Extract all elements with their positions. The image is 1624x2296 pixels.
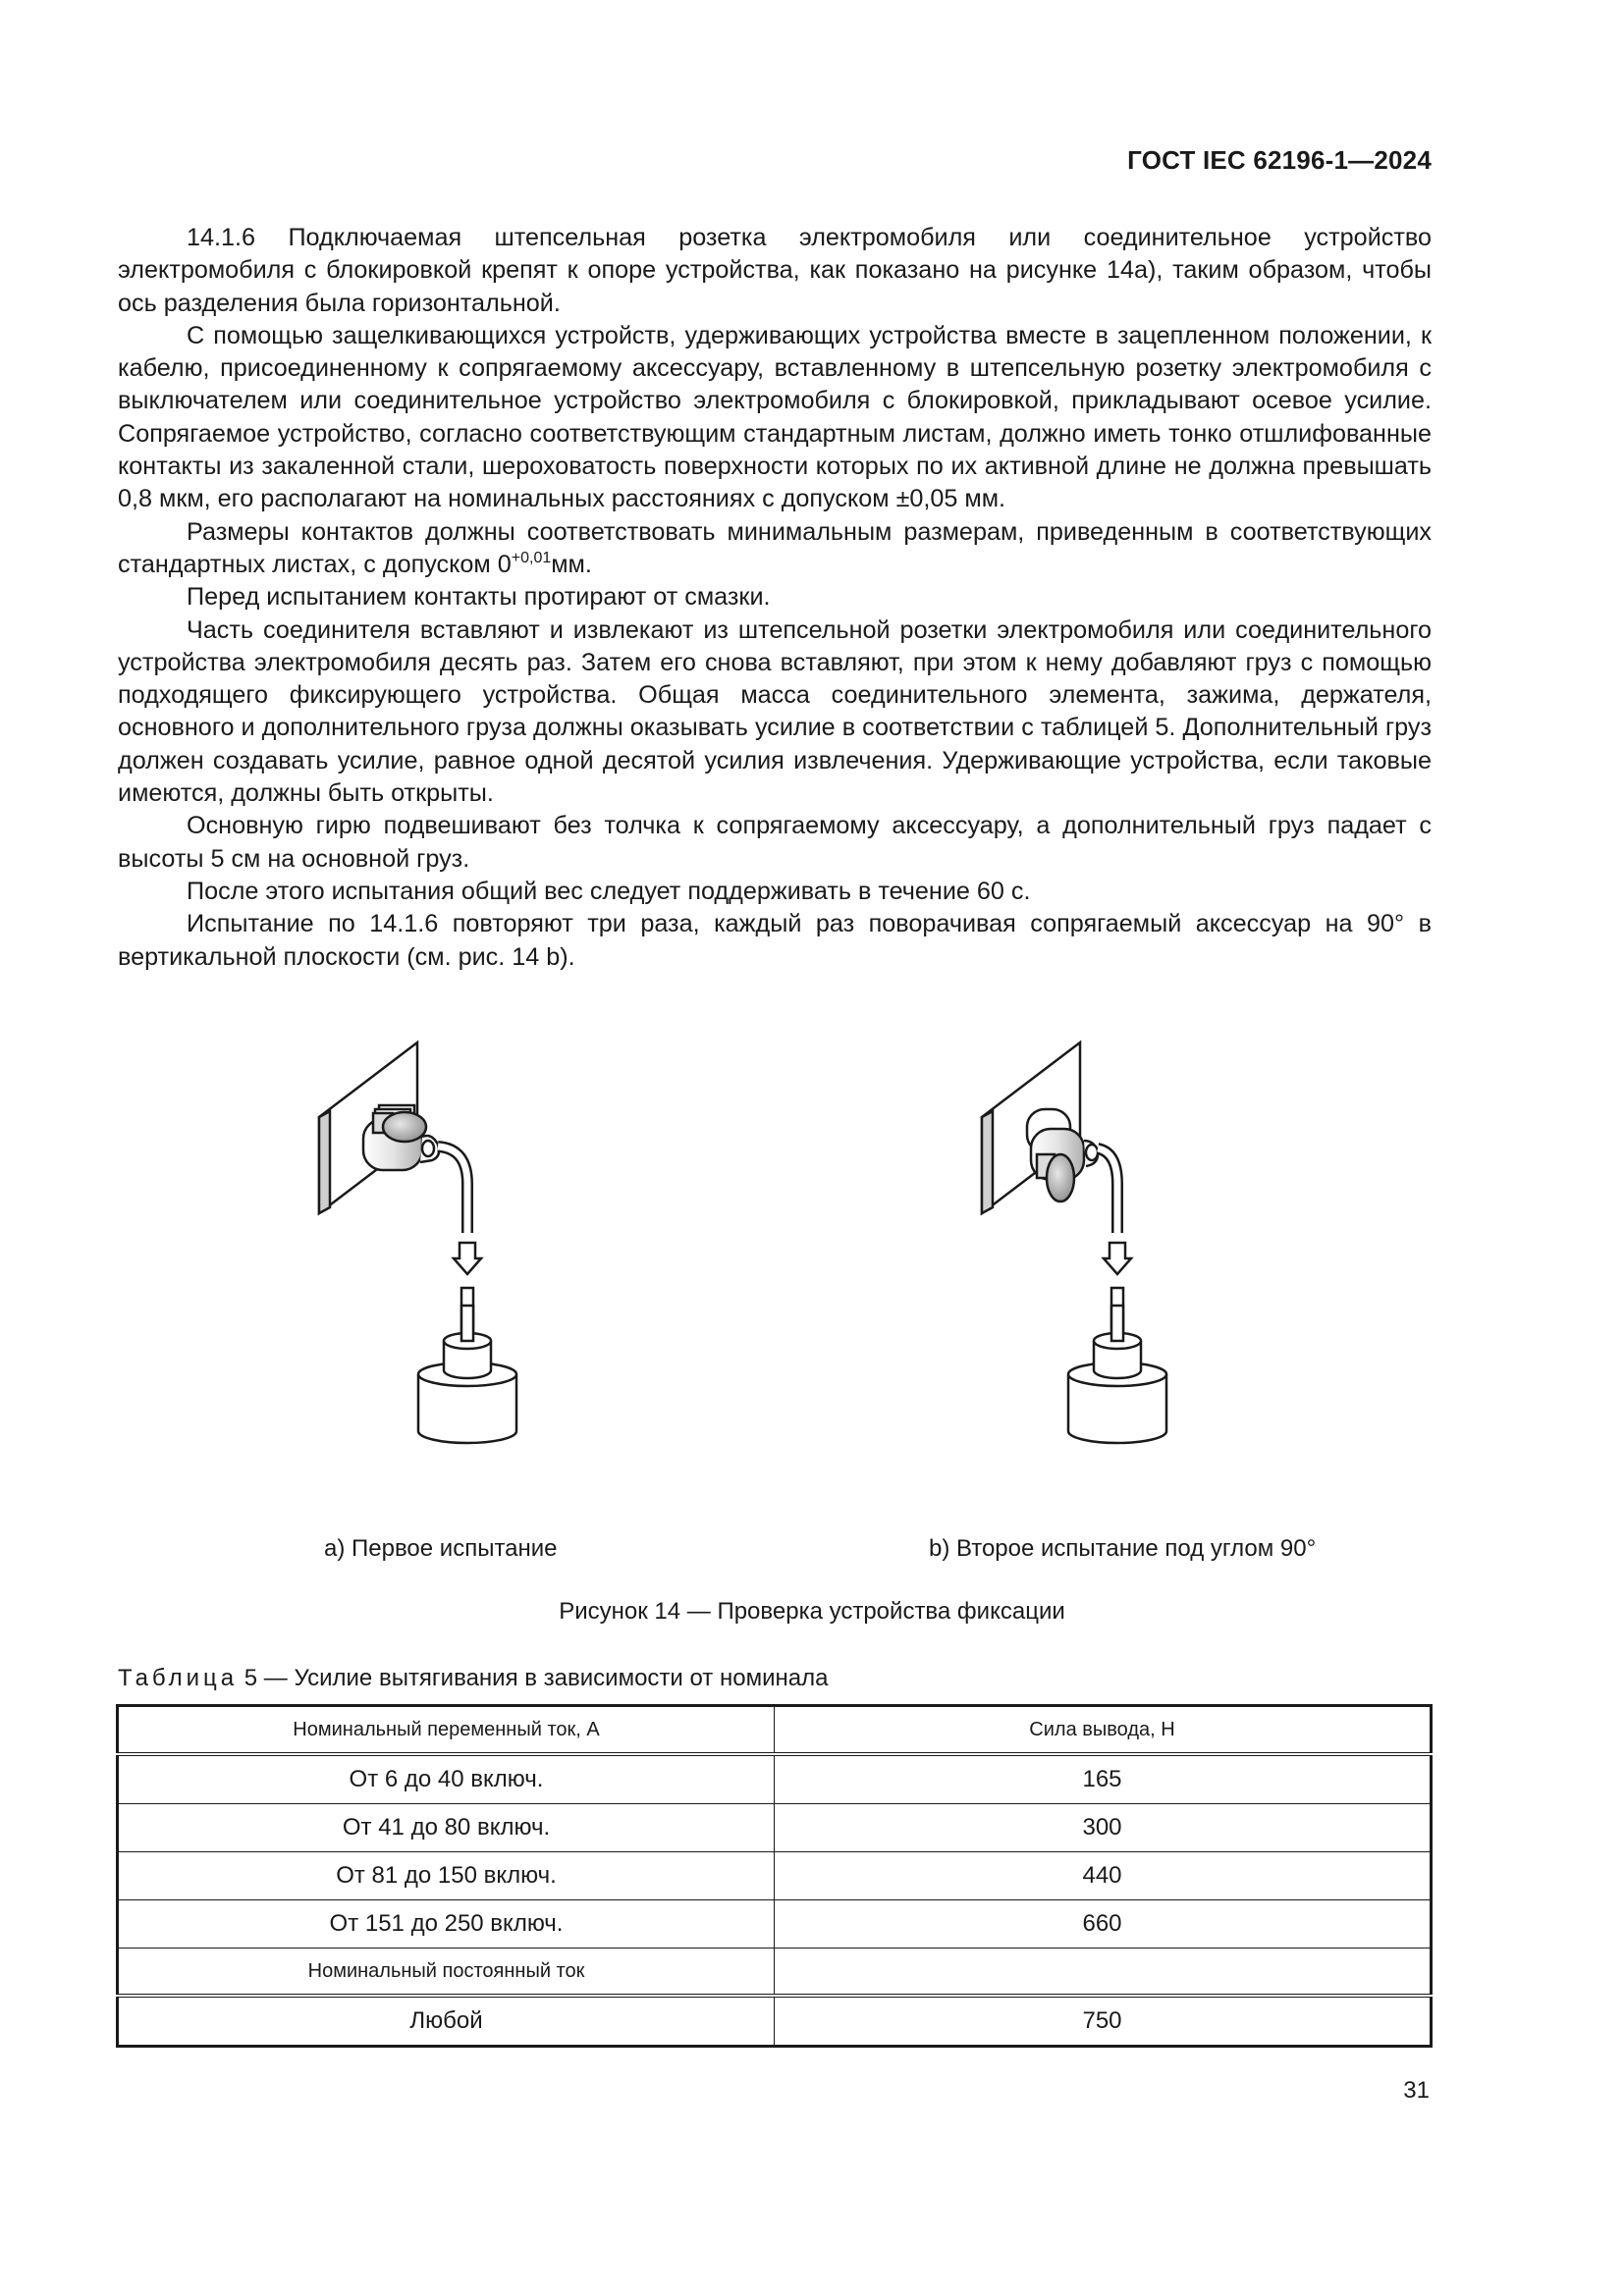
table-row [118,1754,1432,1804]
paragraph-text: Размеры контактов должны соответствовать минимальным размерам, приведенным в соответствующих стандартных листах, с допуском 0 [118,517,1432,578]
paragraph: После этого испытания общий вес следует поддерживать в течение 60 с. [187,877,1031,905]
subheader-dc-current: Номинальный постоянный ток [118,1949,775,1997]
table-header-row [118,1706,1432,1755]
figure-caption-a: a) Первое испытание [324,1535,558,1562]
cell-current: Любой [118,1996,775,2047]
paragraph: С помощью защелкивающихся устройств, удерживающих устройства вместе в зацепленном положении, к кабелю, присоединенному к сопрягаемому аксессуару, вставленному в штепсельную розетку электромобиля с выключателем или соединительное устройство электромобиля с блокировкой, прикладывают осевое усилие. Сопрягаемое устройство, согласно соответствующим стандартным листам, должно иметь тонко отшлифованные контакты из закаленной стали, шероховатость поверхности которых по их активной длине не должна превышать 0,8 мкм, его располагают на номинальных расстояниях с допуском ±0,05 мм. [118,321,1432,513]
table-title-text: 5 — Усилие вытягивания в зависимости от номинала [244,1665,829,1691]
column-header-force: Сила вывода, Н [775,1706,1432,1755]
paragraph: Перед испытанием контакты протирают от смазки. [187,583,771,612]
tolerance-superscript: +0,01 [511,549,552,566]
cell-current: От 41 до 80 включ. [118,1804,775,1852]
cell-current: От 151 до 250 включ. [118,1900,775,1949]
cell-force: 660 [775,1900,1432,1949]
body-text [118,222,1432,974]
paragraph-with-tolerance [118,516,1432,582]
figure-caption-b: b) Второе испытание под углом 90° [929,1535,1317,1562]
cell-current: От 81 до 150 включ. [118,1852,775,1900]
document-number: ГОСТ IEC 62196-1—2024 [1127,145,1432,175]
test-b-illustration [982,1042,1166,1443]
table-row [118,1804,1432,1852]
cell-force: 300 [775,1804,1432,1852]
test-a-illustration [319,1042,516,1443]
table-row [118,1996,1432,2047]
cell-current: От 6 до 40 включ. [118,1754,775,1804]
figure-illustration [295,1031,1355,1502]
cell-force: 440 [775,1852,1432,1900]
paragraph: Основную гирю подвешивают без толчка к сопрягаемому аксессуару, а дополнительный груз падает с высоты 5 см на основной груз. [118,812,1432,873]
cell-force: 165 [775,1754,1432,1804]
paragraph: Часть соединителя вставляют и извлекают из штепсельной розетки электромобиля или соединительного устройства электромобиля десять раз. Затем его снова вставляют, при этом к нему добавляют груз с помощью подходящего фиксирующего устройства. Общая масса соединительного элемента, зажима, держателя, основного и дополнительного груза должны оказывать усилие в соответствии с таблицей 5. Дополнительный груз должен создавать усилие, равное одной десятой усилия извлечения. Удерживающие устройства, если таковые имеются, должны быть открыты. [118,615,1432,808]
subheader-empty-cell [775,1949,1432,1997]
table-row [118,1900,1432,1949]
table-subheader-row [118,1949,1432,1997]
table-row [118,1852,1432,1900]
table-title [118,1665,828,1692]
cell-force: 750 [775,1996,1432,2047]
paragraph: Испытание по 14.1.6 повторяют три раза, каждый раз поворачивая сопрягаемый аксессуар на 90° в вертикальной плоскости (см. рис. 14 b). [118,910,1432,971]
figure-title: Рисунок 14 — Проверка устройства фиксации [559,1598,1065,1625]
paragraph: 14.1.6 Подключаемая штепсельная розетка электромобиля или соединительное устройство электромобиля с блокировкой крепят к опоре устройства, как показано на рисунке 14а), таким образом, чтобы ось разделения была горизонтальной. [118,224,1432,317]
page-number: 31 [1403,2077,1430,2104]
column-header-current: Номинальный переменный ток, А [118,1706,775,1755]
paragraph-text: мм. [551,550,592,578]
table-label: Таблица [118,1665,239,1691]
force-table [116,1704,1433,2048]
